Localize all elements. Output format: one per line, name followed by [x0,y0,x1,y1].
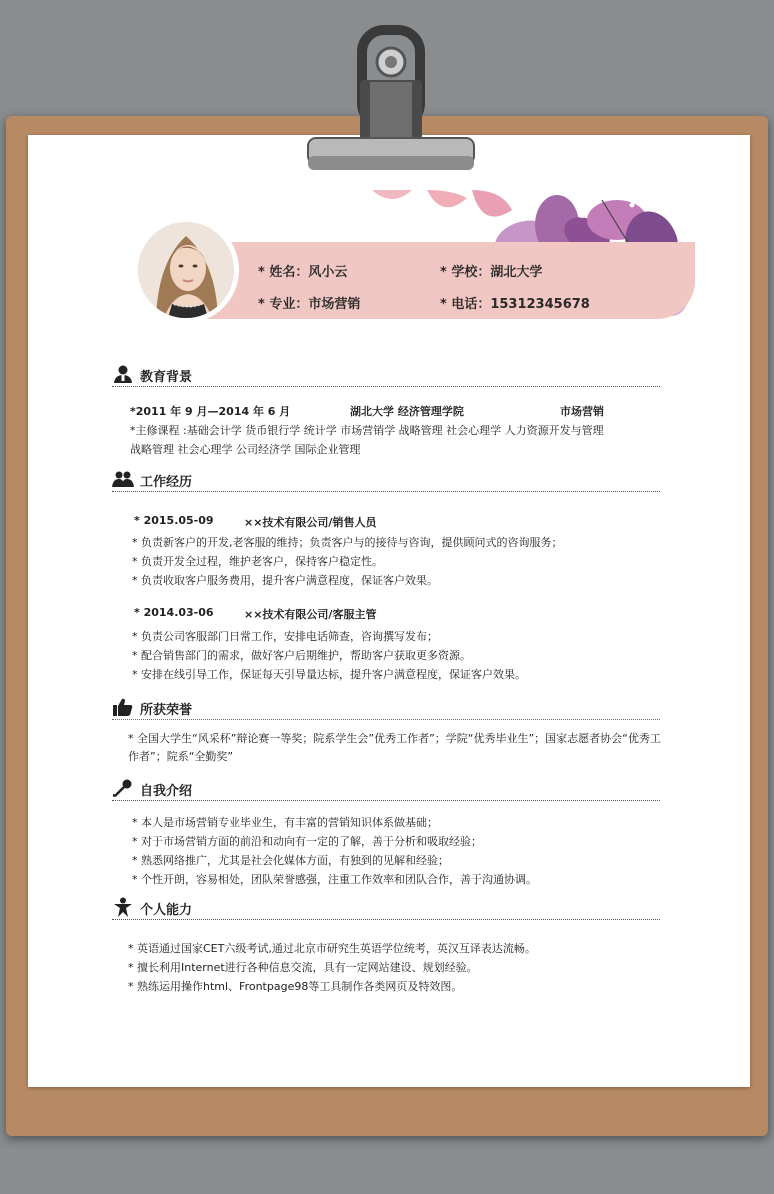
section-intro [112,778,660,801]
major-field: * 专业：市场营销 [258,297,361,312]
job-period: * 2014.03-06 [134,606,214,619]
section-skills [112,897,660,920]
section-title: 个人能力 [140,903,193,918]
education-school: 湖北大学 经济管理学院 [350,405,464,418]
job-duty: * 安排在线引导工作，保证每天引导量达标，提升客户满意程度，保证客户效果。 [132,668,526,681]
job-duty: * 负责开发全过程，维护老客户，保持客户稳定性。 [132,555,383,568]
binder-clip-icon [300,20,480,180]
phone-field: * 电话：15312345678 [440,297,590,312]
person-icon [112,364,134,384]
avatar-portrait-icon [138,222,234,318]
skill-item: * 熟练运用操作html、Frontpage98等工具制作各类网页及特效图。 [128,980,463,993]
education-major: 市场营销 [560,405,604,418]
section-title: 所获荣誉 [140,703,193,718]
avatar [133,217,239,323]
name-field: * 姓名：风小云 [258,265,348,280]
job-company: ××技术有限公司/客服主管 [244,608,377,621]
section-work [112,469,660,492]
intro-item: * 个性开朗，容易相处，团队荣誉感强，注重工作效率和团队合作，善于沟通协调。 [132,873,537,886]
education-courses-line: 战略管理 社会心理学 公司经济学 国际企业管理 [130,443,361,456]
education-period: *2011 年 9 月—2014 年 6 月 [130,405,291,418]
job-company: ××技术有限公司/销售人员 [244,516,377,529]
section-education [112,364,660,387]
job-duty: * 负责收取客户服务费用，提升客户满意程度，保证客户效果。 [132,574,438,587]
microphone-icon [112,778,134,798]
section-title: 自我介绍 [140,784,193,799]
intro-item: * 熟悉网络推广，尤其是社会化媒体方面，有独到的见解和经验； [132,854,449,867]
job-duty: * 负责新客户的开发,老客服的维持；负责客户与的接待与咨询，提供顾问式的咨询服务； [132,536,563,549]
school-field: * 学校：湖北大学 [440,265,543,280]
job-period: * 2015.05-09 [134,514,214,527]
job-duty: * 负责公司客服部门日常工作，安排电话筛查，咨询撰写发布； [132,630,438,643]
section-title: 教育背景 [140,370,193,385]
section-title: 工作经历 [140,475,193,490]
intro-item: * 对于市场营销方面的前沿和动向有一定的了解，善于分析和吸取经验； [132,835,482,848]
thumbs-up-icon [112,697,134,717]
honors-text: * 全国大学生“风采杯”辩论赛一等奖；院系学生会”优秀工作者”；学院“优秀毕业生”；国家志愿者协会“优秀工作者”；院系“全勤奖” [128,732,661,763]
job-duty: * 配合销售部门的需求，做好客户后期维护，帮助客户获取更多资源。 [132,649,471,662]
star-person-icon [112,897,134,917]
skill-item: * 擅长利用Internet进行各种信息交流，具有一定网站建设、规划经验。 [128,961,478,974]
education-courses-line: *主修课程 :基础会计学 货币银行学 统计学 市场营销学 战略管理 社会心理学 人力资源开发与管理 [130,424,604,437]
skill-item: * 英语通过国家CET六级考试,通过北京市研究生英语学位统考，英汉互译表达流畅。 [128,942,536,955]
intro-item: * 本人是市场营销专业毕业生，有丰富的营销知识体系做基础； [132,816,438,829]
people-icon [112,469,134,489]
section-honors [112,697,660,720]
